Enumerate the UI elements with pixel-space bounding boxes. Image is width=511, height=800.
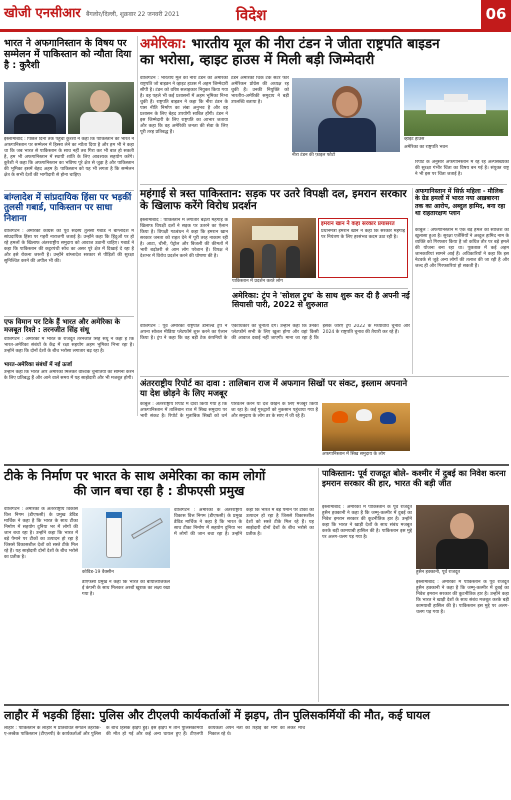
story-subhead	[4, 362, 134, 368]
story-vaccine	[4, 469, 314, 499]
headline: पाकिस्तान: पूर्व राजदूत बोले- कश्मीर में दुबई का निवेश करना इमरान सरकार की हार, भारत की बड़ी जीत	[322, 468, 506, 488]
story-bangladesh	[4, 193, 134, 224]
story-body: काबुल : अंतरराष्ट्रीय रिपोर्ट में दावा किया गया है कि अफगानिस्तान में तालिबान राज में सिख समुदाय पर भारी संकट है। रिपोर्ट के मुताबिक सिखों को धर्म परिवर्तन करने या देश छोड़ने के लिए मजबूर किया जा रहा है। कई गुरुद्वारों को नुकसान पहुंचाया गया है और समुदाय के लोग डर के साए में जी रहे हैं।	[140, 402, 318, 419]
headline-line-1: टीके के निर्माण पर भारत के साथ अमेरिका का काम लोगों	[4, 468, 266, 483]
story-body: वॉशिंगटन : अमेरिकी कांग्रेस की पूर्व सदस्य तुलसी गबार्ड ने बांग्लादेश में सांप्रदायिक हिंसा पर गहरी नाराजगी जताई है। उन्होंने कहा कि हिंदुओं पर हो रहे हमलों के खिलाफ अंतरराष्ट्रीय समुदाय को आवाज उठानी चाहिए। गबार्ड ने कहा कि पाकिस्तान की कट्टरपंथी सोच का असर पूरे क्षेत्र में दिखाई दे रहा है और इसे रोकना जरूरी है। उन्होंने बांग्लादेश सरकार से पीड़ितों की सुरक्षा सुनिश्चित करने की अपील भी की।	[4, 229, 134, 264]
inset-body: प्रधानमंत्री इमरान खान ने कहा कि सरकार महंगाई पर नियंत्रण के लिए हरसंभव कदम उठा रही है।	[321, 229, 405, 241]
divider	[140, 376, 509, 377]
headline: एफ विमान पर टिके हैं भारत और अमेरिका के मजबूत रिश्ते : तरनजीत सिंह संधू	[4, 318, 121, 335]
story-body-3: वाशिंगटन : अमेरिका के अंतरराष्ट्रीय विकास वित्त निगम (डीएफसी) के प्रमुख डेविड मार्चिक ने कहा है कि भारत के साथ टीका निर्माण में सहयोग दुनिया भर में लोगों की जान बचा रहा है। उन्होंने कहा कि भारत में बड़े पैमाने पर टीकों का उत्पादन हो रहा है जिससे विकासशील देशों को सस्ते टीके मिल रहे हैं। यह साझेदारी दोनों देशों के बीच भरोसे का प्रतीक है।	[174, 508, 314, 537]
person-shape	[262, 244, 276, 278]
turban-shape	[332, 411, 348, 423]
building-shape	[426, 100, 486, 114]
story-body-2: इस्लामाबाद : अमेरिका में पाकिस्तान के पूर्व राजदूत हुसैन हक्कानी ने कहा है कि जम्मू-कश्मीर में दुबई का निवेश इमरान सरकार की कूटनीतिक हार है। उन्होंने कहा कि भारत ने खाड़ी देशों के साथ संबंध मजबूत करके बड़ी कामयाबी हासिल की है। पाकिस्तान इस मुद्दे पर अलग-थलग पड़ गया है।	[416, 580, 509, 615]
story-body: वाशिंगटन : अमेरिका के अंतरराष्ट्रीय विकास वित्त निगम (डीएफसी) के प्रमुख डेविड मार्चिक ने कहा है कि भारत के साथ टीका निर्माण में सहयोग दुनिया भर में लोगों की जान बचा रहा है। उन्होंने कहा कि भारत में बड़े पैमाने पर टीकों का उत्पादन हो रहा है जिससे विकासशील देशों को सस्ते टीके मिल रहे हैं। यह साझेदारी दोनों देशों के बीच भरोसे का प्रतीक है।	[4, 507, 78, 560]
story-body: इस्लामाबाद : पाकिस्तान में लगातार बढ़ती महंगाई के खिलाफ विपक्षी दलों ने सड़क पर उतरने का ऐलान किया है। विपक्षी गठबंधन ने कहा कि इमरान खान सरकार जनता को राहत देने में पूरी तरह नाकाम रही है। आटा, चीनी, पेट्रोल और बिजली की कीमतों में भारी बढ़ोतरी से आम लोग परेशान हैं। विपक्ष ने देशभर में विरोध प्रदर्शन करने की घोषणा की है।	[140, 218, 228, 259]
headline: अफगानिस्तान में सिर्फ़ महिला - मौलिक के ग्रेड हमलों में भारत नया अख़बारना तक का आरोप, अब्दुल हामिद, बना रहा था राहतारक्षण प्लान	[415, 188, 506, 217]
photo-caption-2: अमेरिका का राष्ट्रपति भवन	[404, 145, 448, 150]
headline-line-2: की जान बचा रहा है : डीफएसी प्रमुख	[73, 482, 245, 498]
syringe-shape	[131, 518, 163, 539]
suit-shape	[14, 114, 56, 134]
photo-former-ambassador	[416, 505, 509, 569]
photo-caption: हुसैन हक्कानी, पूर्व राजदूत	[416, 570, 461, 575]
divider	[140, 184, 507, 185]
portico-shape	[444, 94, 468, 102]
photo-caption: नीरा टंडन की फ़ाइल फोटो	[292, 153, 336, 158]
story-body: लाहौर : पाकिस्तान के लाहौर में प्रतिबंधित संगठन तहरीक-ए-लब्बैक पाकिस्तान (टीएलपी) के कार्यकर्ताओं और पुलिस के बीच हिंसक झड़प हुई। इस झड़प में तीन पुलिसकर्मियों की मौत हो गई और कई अन्य घायल हुए हैं। टीएलपी कार्यकर्ता अपने नेता की रिहाई की मांग को लेकर मार्च निकाल रहे थे।	[4, 726, 305, 737]
placard-shape	[252, 226, 298, 240]
column-rule	[318, 468, 319, 702]
headline: अंतरराष्ट्रीय रिपोर्ट का दावा : तालिबान राज में अफगान सिखों पर संकट, इस्लाम अपनाने या देश छोड़ने के लिए मजबूर	[140, 378, 408, 398]
shirt-shape	[80, 112, 122, 134]
turban-shape	[356, 409, 372, 421]
story-body-2: डीएफसी प्रमुख ने कहा कि भारत की बायोलॉजिकल ई कंपनी के साथ मिलकर अरबों खुराक का लक्ष्य रखा गया है।	[82, 580, 170, 597]
story-right-col	[415, 188, 509, 217]
kicker: अमेरिका:	[140, 36, 187, 52]
photo-vaccine	[82, 508, 170, 568]
story-lahore	[4, 709, 509, 722]
headline: बांग्लादेश में सांप्रदायिक हिंसा पर भड़कीं तुलसी गबार्ड, पाकिस्तान पर साधा निशाना	[4, 193, 132, 224]
divider	[4, 704, 509, 706]
face-shape	[24, 92, 44, 114]
inset-title: इमरान खान ने कहा सरकार प्रयासरत	[321, 221, 395, 227]
divider	[4, 190, 134, 191]
photo-sikh-community	[322, 403, 410, 451]
section-title: विदेश	[236, 6, 267, 24]
story-lead-headline	[140, 37, 507, 69]
lead-body-cont: टंडन अमेरिकी थिंक टैंक सेंटर फॉर अमेरिकन प्रोग्रेस की अध्यक्ष रह चुकी हैं। उनकी नियुक्ति को भारतीय-अमेरिकी समुदाय ने बड़ी उपलब्धि बताया है।	[231, 76, 289, 105]
photo-caption: पाकिस्तान में प्रदर्शन करते लोग	[232, 279, 283, 284]
story-afghanistan-conference	[4, 38, 134, 72]
headline: महंगाई से त्रस्त पाकिस्तान: सड़क पर उतरे विपक्षी दल, इमरान सरकार के खिलाफ करेंगे विरोध प्रदर्शन	[140, 188, 407, 213]
divider	[4, 464, 509, 466]
face-shape	[90, 90, 110, 112]
photo-neera-tanden	[292, 78, 400, 152]
headline-line-1: भारतीय मूल की नीरा टंडन ने जीता राष्ट्रपति बाइडन	[191, 36, 440, 52]
story-sandhu	[4, 318, 134, 335]
column-rule	[137, 36, 138, 416]
column-rule	[412, 188, 413, 374]
person-shape	[286, 246, 300, 278]
photo-caption: व्हाइट हाउस	[404, 137, 425, 142]
divider	[232, 288, 408, 289]
headline: भारत ने अफगानिस्तान के विषय पर सम्मेलन में पाकिस्तान को न्यौता दिया है : कुरैशी	[4, 38, 132, 72]
story-body: वाशिंगटन : पूर्व अमेरिकी राष्ट्रपति डोनाल्ड ट्रंप ने अपना सोशल मीडिया प्लेटफॉर्म शुरू करने का ऐलान किया है। ट्रंप ने कहा कि वह बड़ी टेक कंपनियों के एकाधिकार को चुनौती देंगे। उन्होंने कहा कि उनका प्लेटफॉर्म सभी के लिए खुला होगा और वहां किसी की आवाज दबाई नहीं जाएगी। माना जा रहा है कि इसके जरिए ट्रंप 2022 के मध्यावधि चुनाव और 2024 के राष्ट्रपति चुनाव की तैयारी कर रहे हैं।	[140, 324, 410, 341]
vial-shape	[106, 516, 122, 558]
right-col-body-top: रिपोर्ट के अनुसार अफगानिस्तान में रह रहे अल्पसंख्यकों की सुरक्षा गंभीर चिंता का विषय बन गई है। संयुक्त राष्ट्र ने भी इस पर चिंता जताई है।	[415, 160, 509, 177]
masthead	[0, 0, 511, 32]
suit-shape	[436, 539, 488, 569]
headline: अमेरिका: ट्रंप ने 'सोशल ट्रुथ' के साथ शुरू कर दी है अपनी नई सियासी पारी, 2022 से शुरुआत	[232, 291, 410, 310]
inset-box	[318, 218, 408, 278]
story-body: इस्लामाबाद : अमेरिका में पाकिस्तान के पूर्व राजदूत हुसैन हक्कानी ने कहा है कि जम्मू-कश्मीर में दुबई का निवेश इमरान सरकार की कूटनीतिक हार है। उन्होंने कहा कि भारत ने खाड़ी देशों के साथ संबंध मजबूत करके बड़ी कामयाबी हासिल की है। पाकिस्तान इस मुद्दे पर अलग-थलग पड़ गया है।	[322, 505, 412, 540]
person-shape	[240, 248, 254, 278]
face-shape	[336, 92, 358, 116]
story-body: उन्होंने कहा कि भारत और अमेरिका मिलकर वैश्विक चुनौतियों का सामना करने के लिए प्रतिबद्ध हैं और आने वाले समय में यह साझेदारी और भी मजबूत होगी।	[4, 370, 134, 381]
photo-white-house	[404, 78, 508, 136]
story-afghan-sikhs	[140, 379, 410, 399]
photo-caption: कोविड-19 वैक्सीन	[82, 570, 114, 575]
story-pakistan-inflation	[140, 188, 412, 213]
headline-line-2: का भरोसा, व्हाइट हाउस में मिली बड़ी जिम्मेदारी	[140, 51, 375, 68]
story-trump	[232, 291, 410, 309]
face-shape	[450, 513, 474, 539]
issue-date: बैंगलोर/दिल्ली, शुक्रवार 22 जनवरी 2021	[86, 11, 180, 18]
vial-cap-shape	[106, 512, 122, 518]
subheadline: भारत-अमेरिका संबंधों में नई ऊर्जा	[4, 362, 72, 368]
story-body: वॉशिंगटन : अमेरिका में भारत के राजदूत तरनजीत सिंह संधू ने कहा है कि भारत-अमेरिका संबंधों के केंद्र में रक्षा सहयोग अहम भूमिका निभा रहा है। उन्होंने कहा कि दोनों देशों के बीच भरोसा लगातार बढ़ रहा है।	[4, 337, 134, 354]
divider	[4, 316, 134, 317]
headline: लाहौर में भड़की हिंसा: पुलिस और टीएलपी कार्यकर्ताओं में झड़प, तीन पुलिसकर्मियों की मौत, कई घायल	[4, 709, 430, 722]
story-pakistan-kashmir	[322, 469, 509, 488]
story-body: काबुल : अफगानिस्तान में एक बड़े हमले की साजिश का खुलासा हुआ है। सुरक्षा एजेंसियों ने अब्दुल हामिद नाम के व्यक्ति को गिरफ्तार किया है जो कथित तौर पर बड़े हमले की योजना बना रहा था। पूछताछ में कई अहम जानकारियां सामने आई हैं। अधिकारियों ने कहा कि इस नेटवर्क से जुड़े अन्य लोगों की तलाश की जा रही है और जल्द ही और गिरफ्तारियां हो सकती हैं।	[415, 228, 509, 269]
story-body: इस्लामाबाद : पिछले दिनों तक पहुंचा कुरैशी ने कहा कि पाकिस्तान को भारत ने अफगानिस्तान पर सम्मेलन में हिस्सा लेने का न्यौता दिया है और हम भी ने कहा था कि जब भारत से पाकिस्तान के साथ नहीं तब गिरा कर भी बात हो सकती है, हम भी अफगानिस्तान में स्थायी शांति के लिए आवश्यक सहयोग करेंगे। कुरैशी ने कहा कि अफगानिस्तान का भविष्य पूरे क्षेत्र से जुड़ा है और पाकिस्तान की भूमिका इसमें बेहद अहम है। पाकिस्तान को यह भी लगता है कि सम्मेलन क्षेत्र के सभी देशों की भागीदारी से होना चाहिए।	[4, 137, 134, 178]
lead-body: वाशिंगटन : भारतीय मूल की नीरा टंडन को अमेरिकी राष्ट्रपति जो बाइडन ने व्हाइट हाउस में अहम जिम्मेदारी सौंपी है। टंडन को वरिष्ठ सलाहकार नियुक्त किया गया है। वह पहले भी कई प्रशासनों में अहम भूमिका निभा चुकी हैं। राष्ट्रपति बाइडन ने कहा कि नीरा टंडन के पास नीति निर्माण का लंबा अनुभव है और वह प्रशासन के लिए बेहद उपयोगी साबित होंगी। टंडन ने इस जिम्मेदारी के लिए राष्ट्रपति का आभार जताया और कहा कि वह अमेरिकी जनता की सेवा के लिए पूरी तरह प्रतिबद्ध हैं।	[140, 76, 228, 135]
newspaper-title: खोजी एनसीआर	[4, 6, 81, 21]
page-number: 06	[481, 0, 511, 29]
photo-politician-right	[68, 82, 134, 134]
photo-politician-left	[4, 82, 66, 134]
turban-shape	[380, 412, 396, 424]
photo-caption: अफगानिस्तान में सिख समुदाय के लोग	[322, 452, 386, 457]
jacket-shape	[318, 118, 376, 152]
photo-protest	[232, 218, 316, 278]
